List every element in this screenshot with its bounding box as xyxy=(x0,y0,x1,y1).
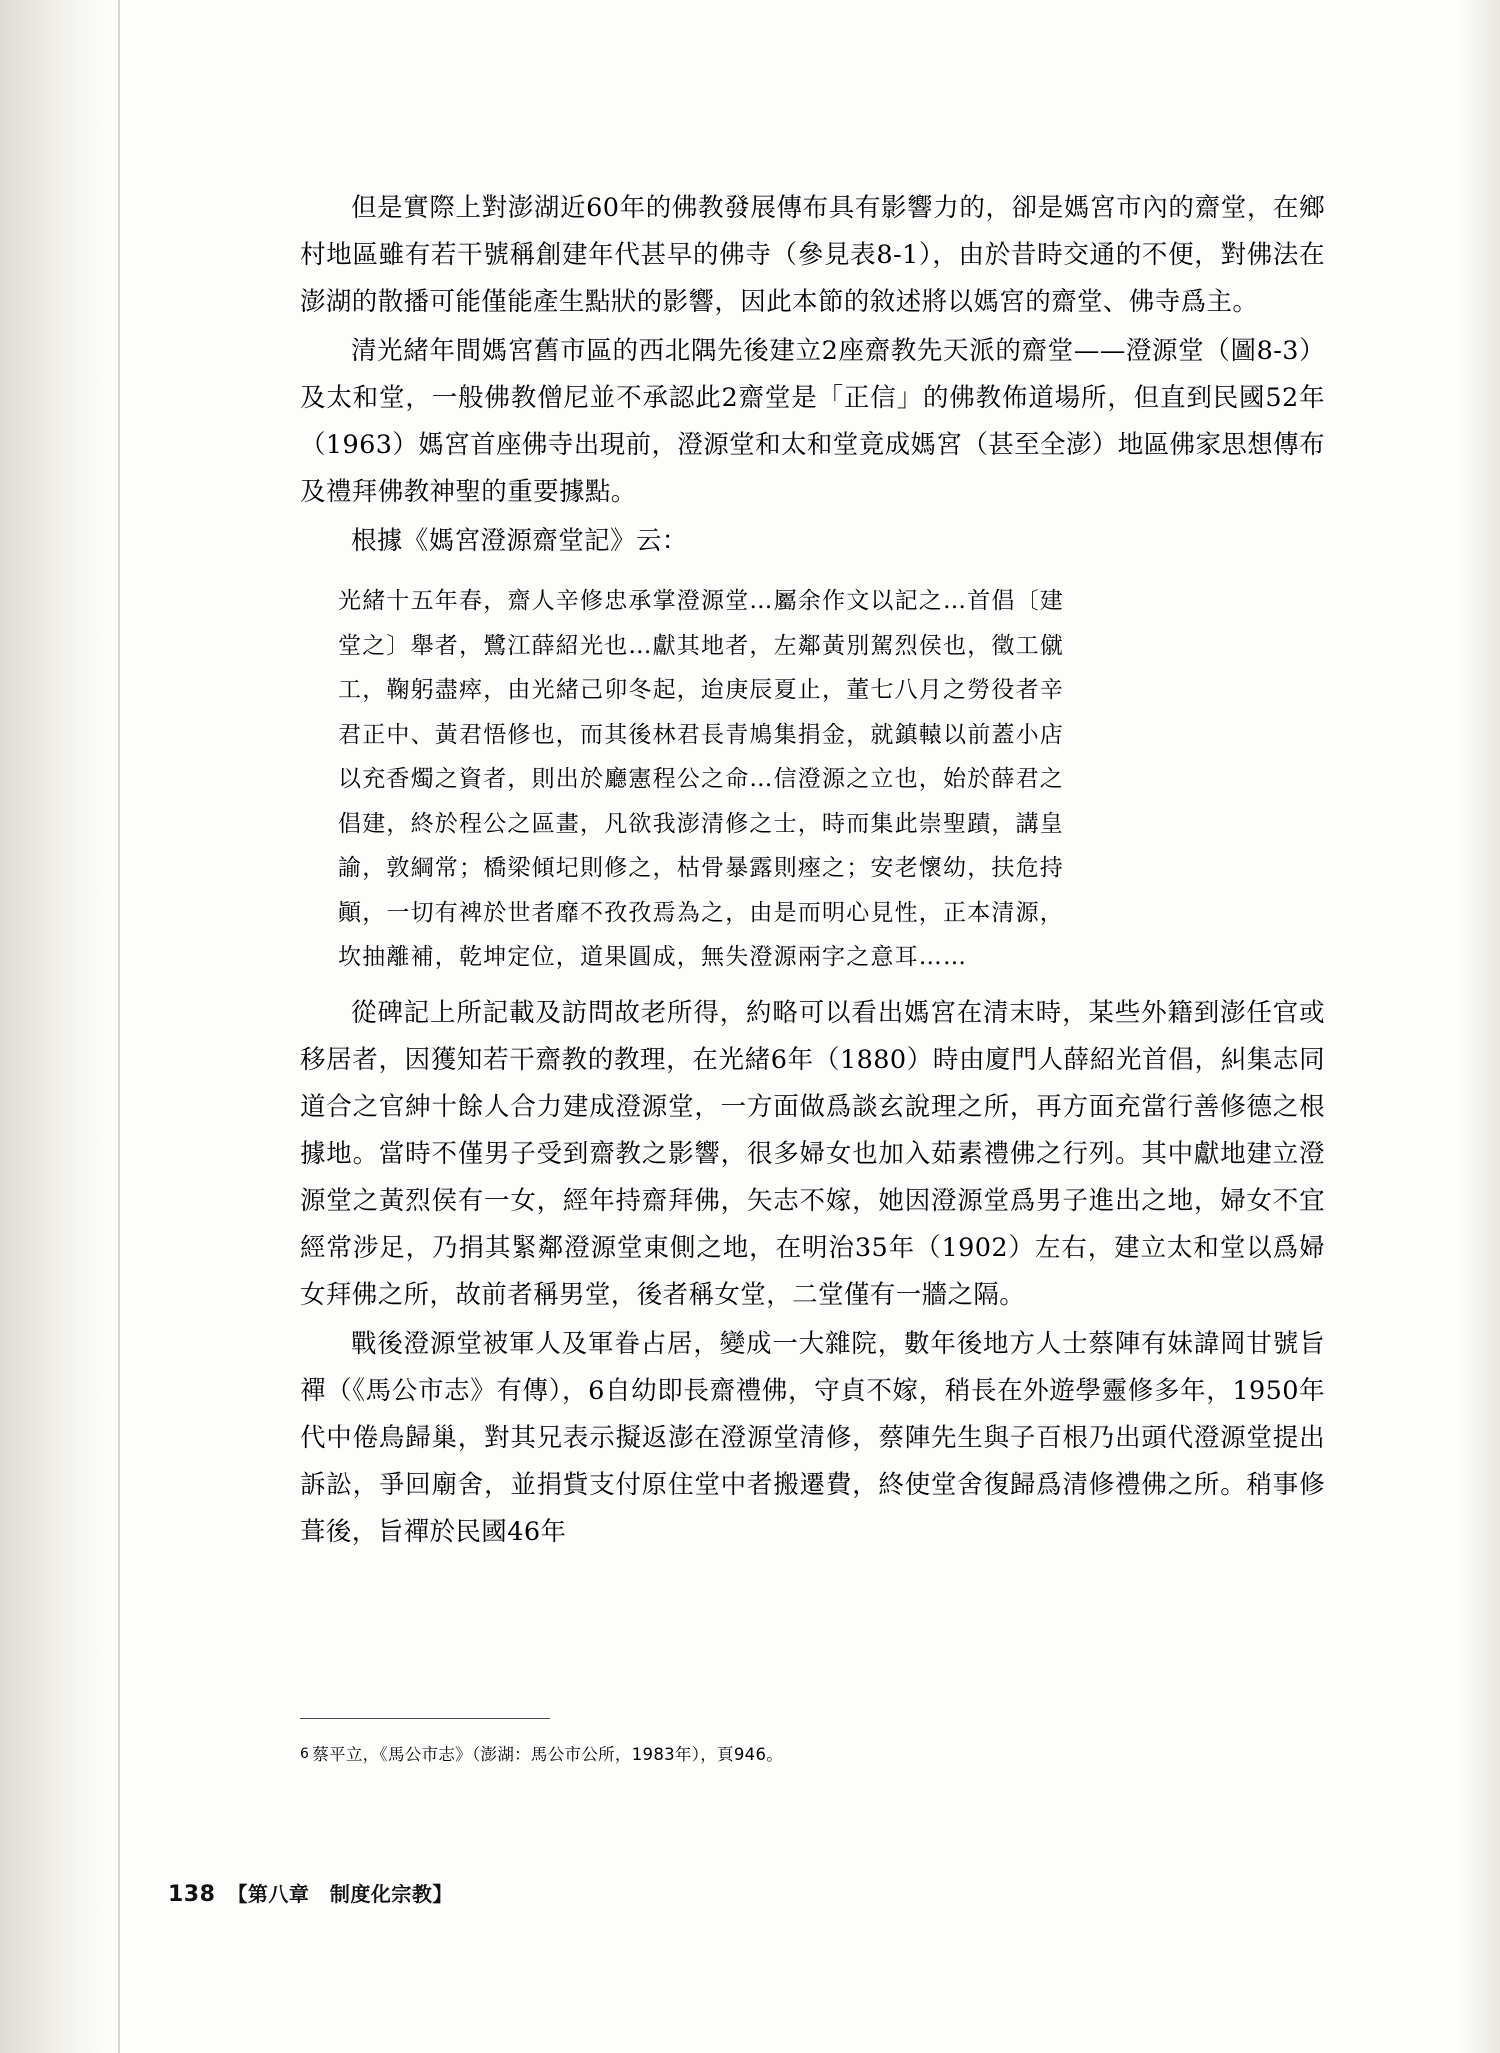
footnote xyxy=(300,1740,1300,1769)
footnote-text: 蔡平立，《馬公市志》（澎湖：馬公市公所，1983年），頁946。 xyxy=(312,1745,784,1764)
quote-line: 顚，一切有裨於世者靡不孜孜焉為之，由是而明心見性，正本清源， xyxy=(338,899,1064,926)
quote-line: 以充香燭之資者，則出於廳憲程公之命…信澄源之立也，始於薛君之 xyxy=(338,766,1064,792)
block-quote xyxy=(300,579,1325,980)
chapter-label: 【第八章 制度化宗教】 xyxy=(227,1882,453,1906)
footnote-marker: 6 xyxy=(300,1746,310,1762)
quote-line: 倡建，終於程公之區畫，凡欲我澎清修之士，時而集此崇聖蹟，講皇 xyxy=(338,810,1064,837)
quote-line: 君正中、黃君悟修也，而其後林君長青鳩集捐金，就鎮轅以前蓋小店 xyxy=(338,721,1064,748)
page-spine-divider xyxy=(118,0,120,2053)
page-number: 138 xyxy=(168,1882,216,1907)
paragraph-1: 但是實際上對澎湖近60年的佛教發展傳布具有影響力的，卻是媽宮市內的齋堂，在鄉村地區雖有若干號稱創建年代甚早的佛寺（參見表8-1），由於昔時交通的不便，對佛法在澎湖的散播可能僅能產生點狀的影響，因此本節的敘述將以媽宮的齋堂、佛寺爲主。 xyxy=(300,193,1325,317)
quote-line: 坎抽離補，乾坤定位，道果圓成，無失澄源兩字之意耳…… xyxy=(338,944,968,970)
footnote-divider xyxy=(300,1718,550,1719)
paragraph-4: 從碑記上所記載及訪問故老所得，約略可以看出媽宮在清末時，某些外籍到澎任官或移居者，因獲知若干齋教的教理，在光緒6年（1880）時由廈門人薛紹光首倡，糾集志同道合之官紳十餘人合力建成澄源堂，一方面做爲談玄說理之所，再方面充當行善修德之根據地。當時不僅男子受到齋教之影響，很多婦女也加入茹素禮佛之行列。其中獻地建立澄源堂之黃烈侯有一女，經年持齋拜佛，矢志不嫁，她因澄源堂爲男子進出之地，婦女不宜經常涉足，乃捐其緊鄰澄源堂東側之地，在明治35年（1902）左右，建立太和堂以爲婦女拜佛之所，故前者稱男堂，後者稱女堂，二堂僅有一牆之隔。 xyxy=(300,997,1325,1310)
quote-line: 堂之〕舉者，鷺江薛紹光也…獻其地者，左鄰黃別駕烈侯也，徵工僦 xyxy=(338,632,1064,659)
quote-line: 工，鞠躬盡瘁，由光緒己卯冬起，迨庚辰夏止，董七八月之勞役者辛 xyxy=(338,677,1064,703)
paragraph-3: 根據《媽宮澄源齋堂記》云： xyxy=(351,526,688,556)
paragraph-2: 清光緒年間媽宮舊市區的西北隅先後建立2座齋教先天派的齋堂——澄源堂（圖8-3）及太和堂，一般佛教僧尼並不承認此2齋堂是「正信」的佛教佈道場所，但直到民國52年（1963）媽宮首座佛寺出現前，澄源堂和太和堂竟成媽宮（甚至全澎）地區佛家思想傳布及禮拜佛教神聖的重要據點。 xyxy=(300,336,1325,507)
paragraph-5: 戰後澄源堂被軍人及軍眷占居，變成一大雜院，數年後地方人士蔡陣有妹諱岡甘號旨禪（《馬公市志》有傳），6自幼即長齋禮佛，守貞不嫁，稍長在外遊學靈修多年，1950年代中倦鳥歸巢，對其兄表示擬返澎在澄源堂清修，蔡陣先生與子百根乃出頭代澄源堂提出訴訟，爭回廟舍，並捐貲支付原住堂中者搬遷費，終使堂舍復歸爲清修禮佛之所。稍事修葺後，旨禪於民國46年 xyxy=(300,1328,1325,1547)
quote-line: 光緒十五年春，齋人辛修忠承掌澄源堂…屬余作文以記之…首倡〔建 xyxy=(338,588,1064,614)
page-footer xyxy=(168,1878,453,1907)
page-body-text xyxy=(300,185,1325,1558)
quote-line: 諭，敦綱常；橋梁傾圮則修之，枯骨暴露則瘞之；安老懷幼，扶危持 xyxy=(338,855,1064,881)
